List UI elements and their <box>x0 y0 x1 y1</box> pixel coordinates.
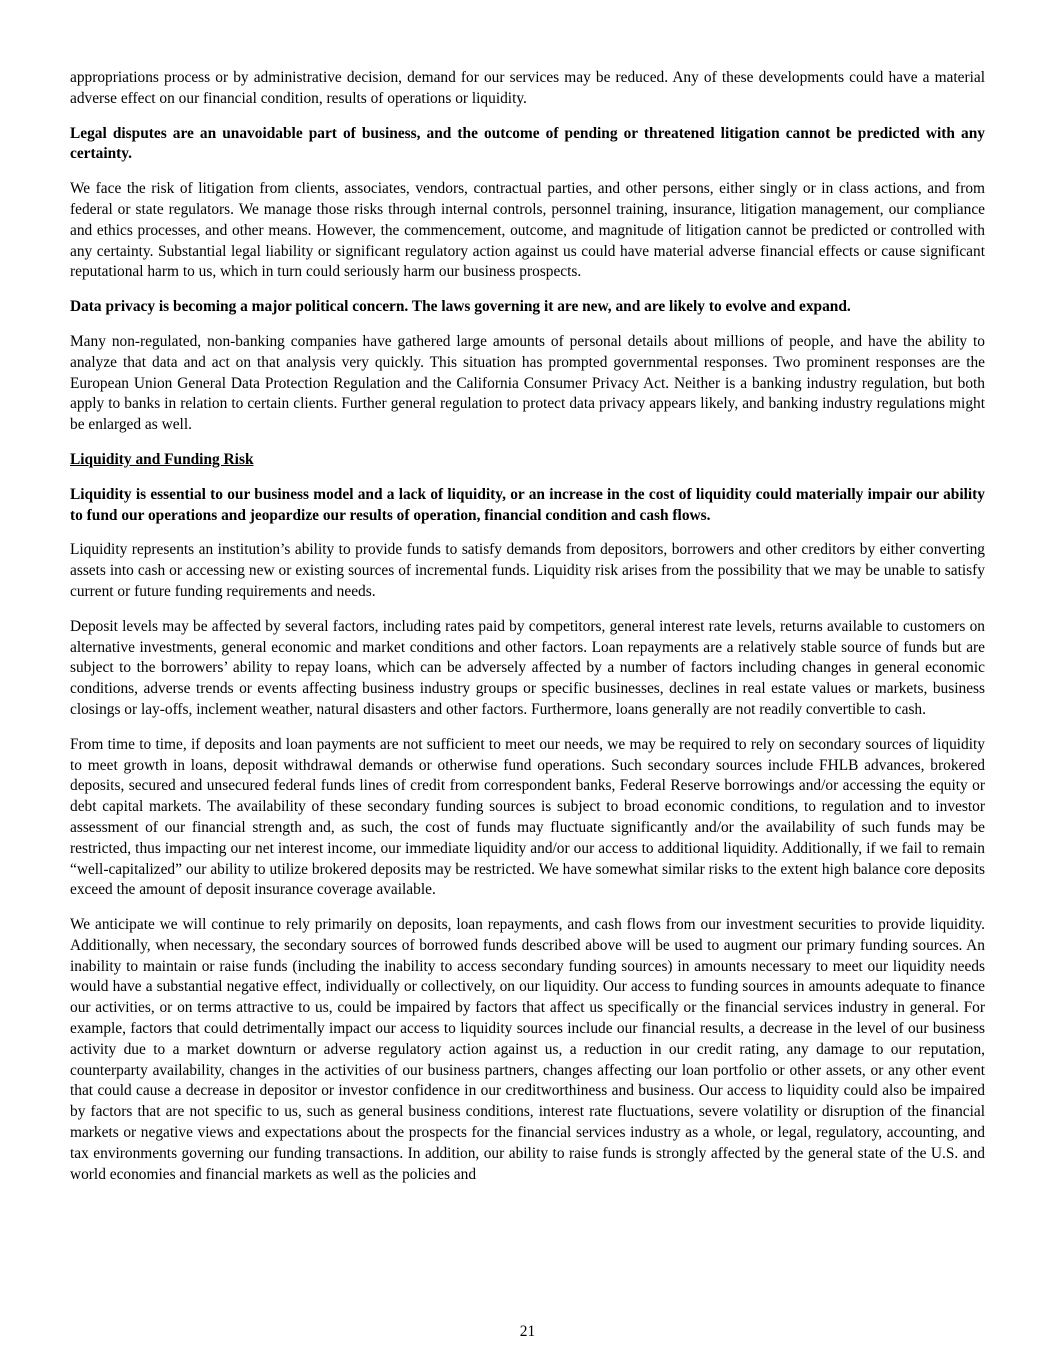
document-page <box>70 68 985 1199</box>
risk-heading-data-privacy: Data privacy is becoming a major political concern. The laws governing it are new, and are likely to evolve and expand. <box>70 298 851 316</box>
paragraph-deposit-levels: Deposit levels may be affected by several factors, including rates paid by competitors, general interest rate levels, returns available to customers on alternative investments, general economic and market conditions and other factors. Loan repayments are a relatively stable source of funds but are subject to the borrowers’ ability to repay loans, which can be adversely affected by a number of factors including changes in general economic conditions, adverse trends or events affecting business industry groups or specific businesses, declines in real estate values or markets, business closings or lay-offs, inclement weather, natural disasters and other factors. Furthermore, loans generally are not readily convertible to cash. <box>70 617 985 718</box>
risk-heading-liquidity: Liquidity is essential to our business model and a lack of liquidity, or an increase in the cost of liquidity could materially impair our ability to fund our operations and jeopardize our results of operation, financial condition and cash flows. <box>70 485 985 524</box>
paragraph-secondary-sources: From time to time, if deposits and loan payments are not sufficient to meet our needs, we may be required to rely on secondary sources of liquidity to meet growth in loans, deposit withdrawal demands or otherwise fund operations. Such secondary sources include FHLB advances, brokered deposits, secured and unsecured federal funds lines of credit from correspondent banks, Federal Reserve borrowings and/or accessing the equity or debt capital markets. The availability of these secondary funding sources is subject to broad economic conditions, to regulation and to investor assessment of our financial strength and, as such, the cost of funds may fluctuate significantly and/or the availability of such funds may be restricted, thus impacting our net interest income, our immediate liquidity and/or our access to additional liquidity. Additionally, if we fail to remain “well-capitalized” our ability to utilize brokered deposits may be restricted. We have somewhat similar risks to the extent high balance core deposits exceed the amount of deposit insurance coverage available. <box>70 735 985 899</box>
paragraph-liquidity-definition: Liquidity represents an institution’s ability to provide funds to satisfy demands from depositors, borrowers and other creditors by either converting assets into cash or accessing new or existing sources of incremental funds. Liquidity risk arises from the possibility that we may be unable to satisfy current or future funding requirements and needs. <box>70 541 985 600</box>
section-heading-liquidity-funding-risk: Liquidity and Funding Risk <box>70 450 254 468</box>
risk-heading-legal-disputes: Legal disputes are an unavoidable part of business, and the outcome of pending or threatened litigation cannot be predicted with any certainty. <box>70 124 985 163</box>
paragraph-data-privacy: Many non-regulated, non-banking companies have gathered large amounts of personal details about millions of people, and have the ability to analyze that data and act on that analysis very quickly. This situation has prompted governmental responses. Two prominent responses are the European Union General Data Protection Regulation and the California Consumer Privacy Act. Neither is a banking industry regulation, but both apply to banks in relation to certain clients. Further general regulation to protect data privacy appears likely, and banking industry regulations might be enlarged as well. <box>70 332 985 434</box>
paragraph-litigation-risk: We face the risk of litigation from clients, associates, vendors, contractual parties, and other persons, either singly or in class actions, and from federal or state regulators. We manage those risks through internal controls, personnel training, insurance, litigation management, our compliance and ethics processes, and other means. However, the commencement, outcome, and magnitude of litigation cannot be predicted or controlled with any certainty. Substantial legal liability or significant regulatory action against us could have material adverse financial effects or cause significant reputational harm to us, which in turn could seriously harm our business prospects. <box>70 180 985 281</box>
paragraph-funding-outlook: We anticipate we will continue to rely primarily on deposits, loan repayments, and cash flows from our investment securities to provide liquidity. Additionally, when necessary, the secondary sources of borrowed funds described above will be used to augment our primary funding sources. An inability to maintain or raise funds (including the inability to access secondary funding sources) in amounts necessary to meet our liquidity needs would have a substantial negative effect, individually or collectively, on our liquidity. Our access to funding sources in amounts adequate to finance our activities, or on terms attractive to us, could be impaired by factors that affect us specifically or the financial services industry in general. For example, factors that could detrimentally impact our access to liquidity sources include our financial results, a decrease in the level of our business activity due to a market downturn or adverse regulatory action against us, a reduction in our credit rating, any damage to our reputation, counterparty availability, changes in the activities of our business partners, changes affecting our loan portfolio or other assets, or any other event that could cause a decrease in depositor or investor confidence in our creditworthiness and business. Our access to liquidity could also be impaired by factors that are not specific to us, such as general business conditions, interest rate fluctuations, severe volatility or disruption of the financial markets or negative views and expectations about the prospects for the financial services industry as a whole, or legal, regulatory, accounting, and tax environments governing our funding transactions. In addition, our ability to raise funds is strongly affected by the general state of the U.S. and world economies and financial markets as well as the policies and <box>70 916 985 1183</box>
paragraph-continuation: appropriations process or by administrative decision, demand for our services may be reduced. Any of these developments could have a material adverse effect on our financial condition, results of operations or liquidity. <box>70 69 985 107</box>
page-number: 21 <box>519 1323 536 1340</box>
